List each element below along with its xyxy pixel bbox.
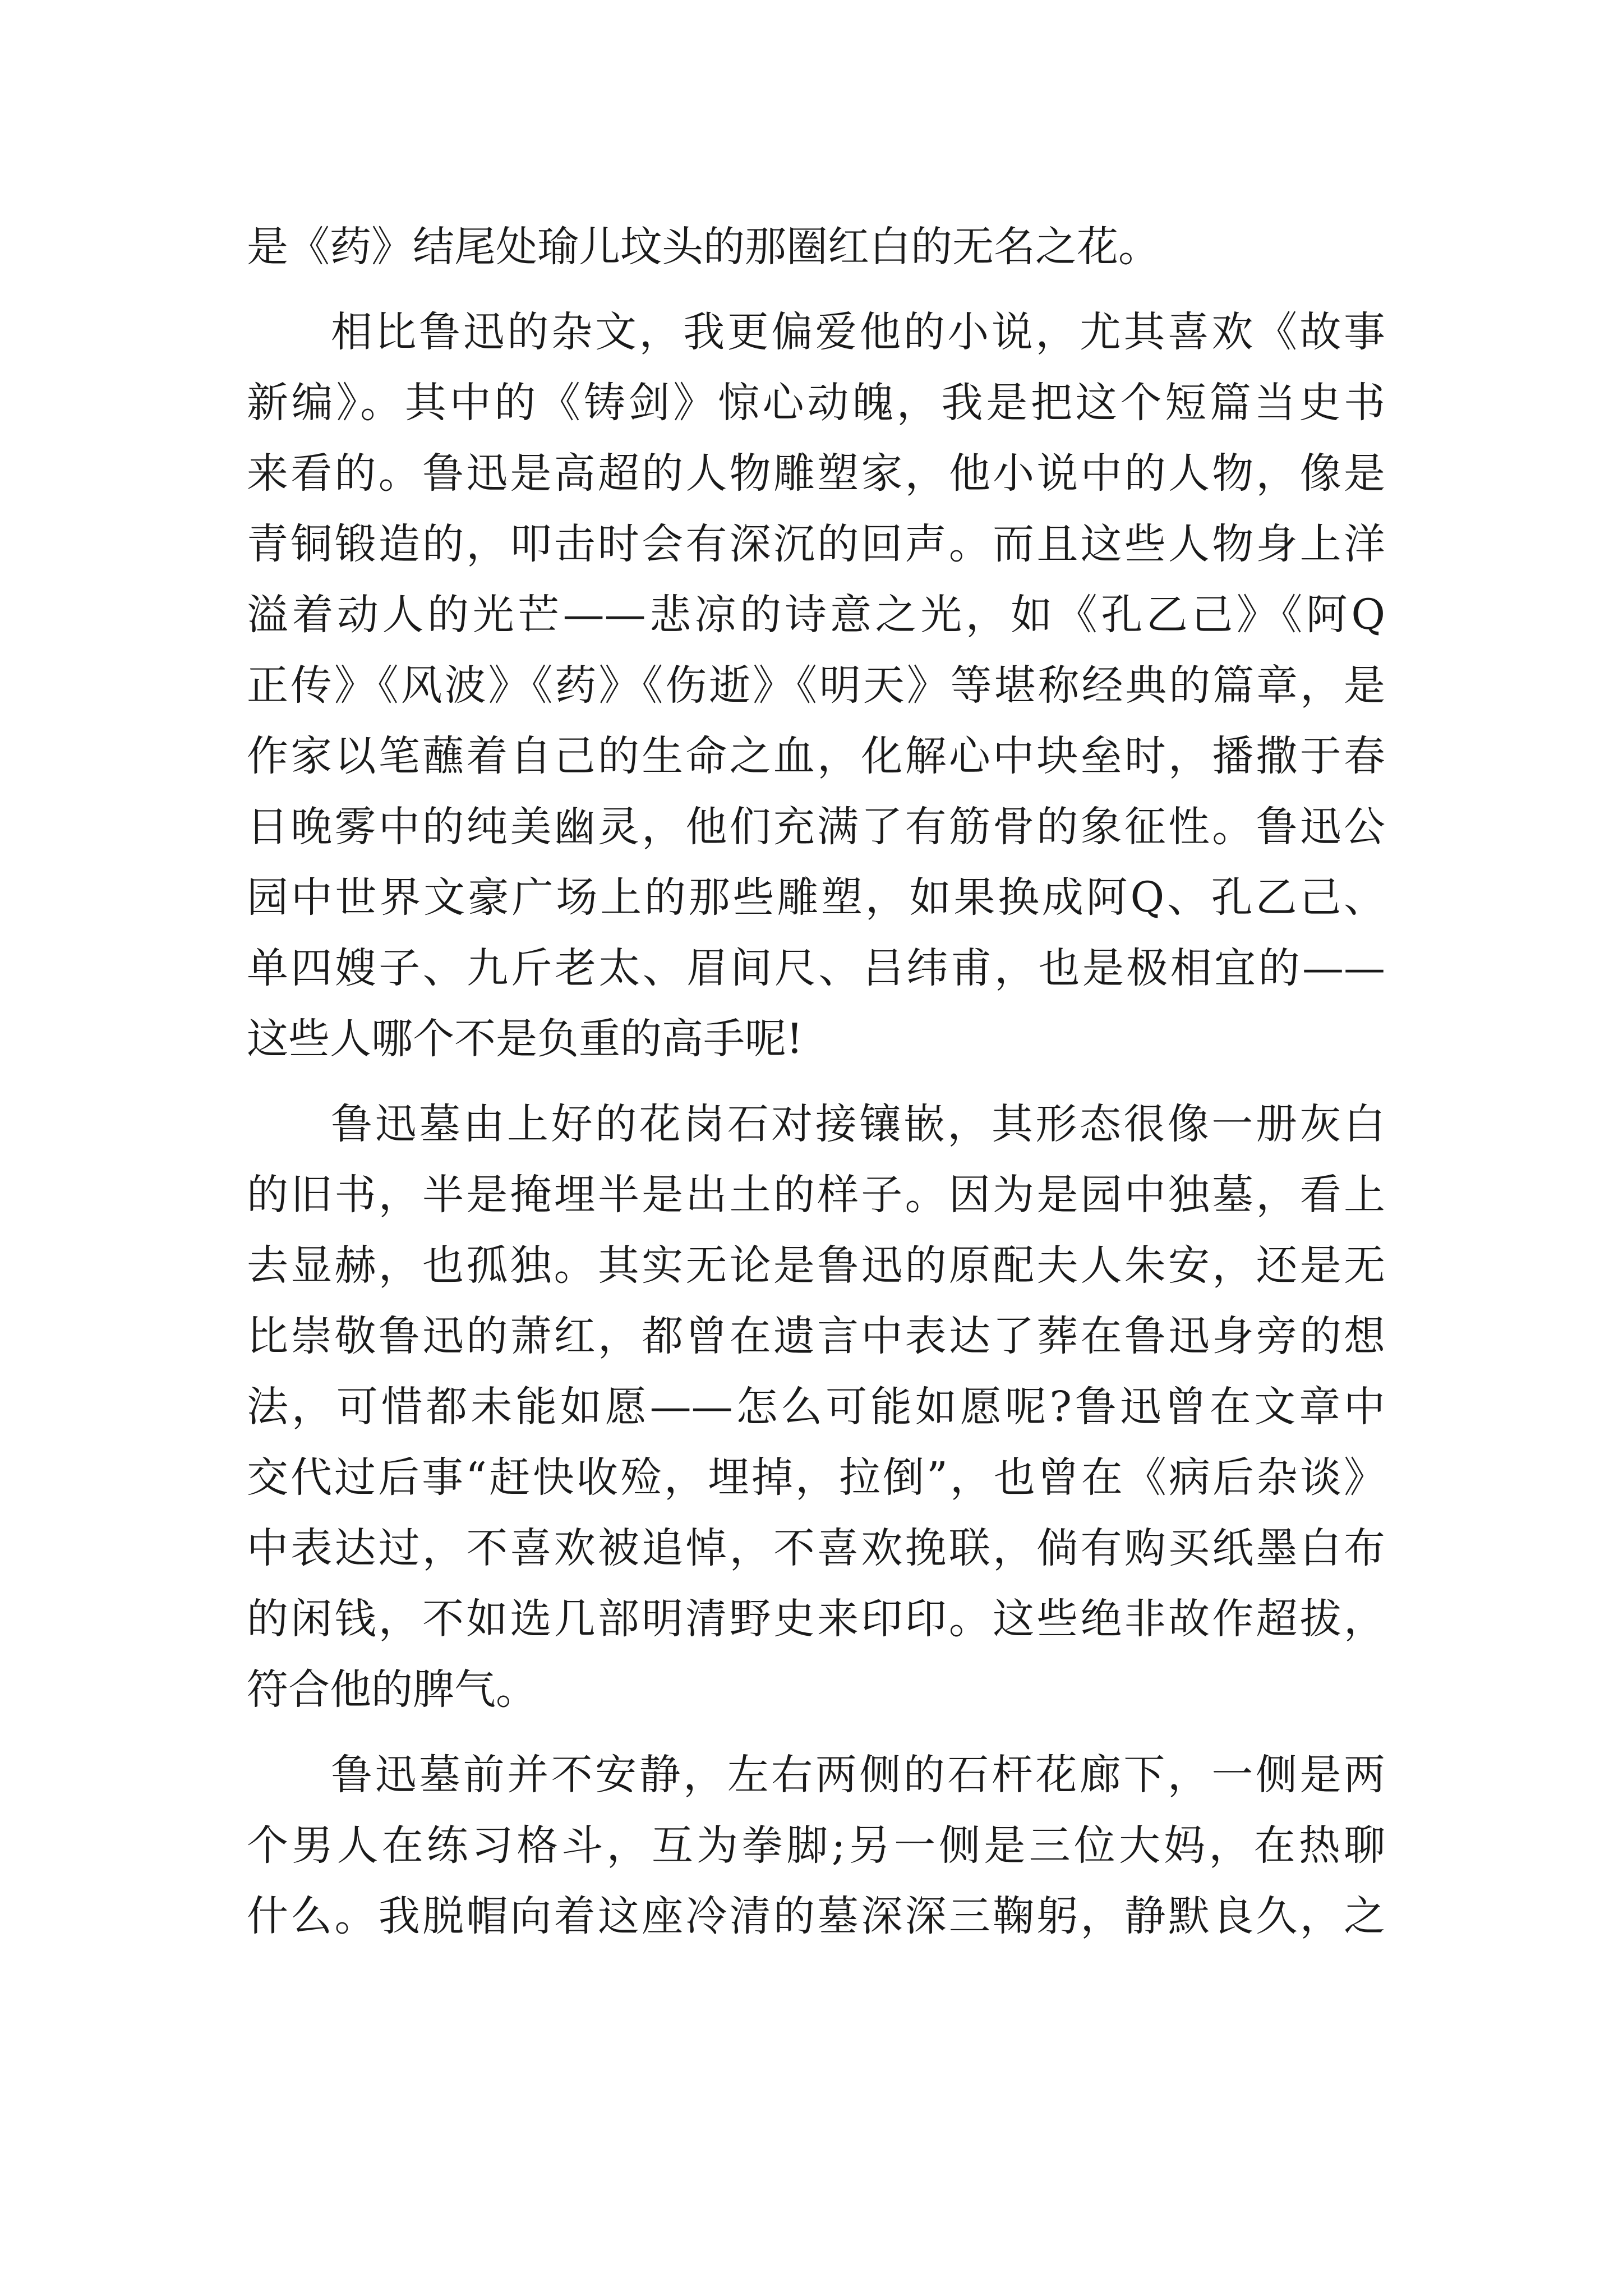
text-line: 正传》《风波》《药》《伤逝》《明天》等堪称经典的篇章，是 [247, 661, 1385, 710]
text-line: 去显赫，也孤独。其实无论是鲁迅的原配夫人朱安，还是无 [247, 1241, 1385, 1290]
text-line: 的闲钱，不如选几部明清野史来印印。这些绝非故作超拔， [247, 1595, 1385, 1643]
text-line: 单四嫂子、九斤老太、眉间尺、吕纬甫，也是极相宜的—— [247, 944, 1385, 992]
text-line: 中表达过，不喜欢被追悼，不喜欢挽联，倘有购买纸墨白布 [247, 1524, 1385, 1572]
text-line: 鲁迅墓前并不安静，左右两侧的石杆花廊下，一侧是两 [331, 1751, 1385, 1799]
text-line: 日晚雾中的纯美幽灵，他们充满了有筋骨的象征性。鲁迅公 [247, 803, 1385, 851]
text-line: 个男人在练习格斗，互为拳脚;另一侧是三位大妈，在热聊 [247, 1821, 1385, 1870]
text-line: 相比鲁迅的杂文，我更偏爱他的小说，尤其喜欢《故事 [331, 308, 1385, 356]
text-line: 法，可惜都未能如愿——怎么可能如愿呢?鲁迅曾在文章中 [247, 1383, 1385, 1431]
text-line: 新编》。其中的《铸剑》惊心动魄，我是把这个短篇当史书 [247, 379, 1385, 427]
text-line: 作家以笔蘸着自己的生命之血，化解心中块垒时，播撒于春 [247, 732, 1385, 780]
text-line: 园中世界文豪广场上的那些雕塑，如果换成阿Q、孔乙己、 [247, 873, 1385, 922]
text-line: 这些人哪个不是负重的高手呢! [247, 1015, 803, 1063]
text-line: 什么。我脱帽向着这座冷清的墓深深三鞠躬，静默良久，之 [247, 1892, 1385, 1940]
text-line: 的旧书，半是掩埋半是出土的样子。因为是园中独墓，看上 [247, 1171, 1385, 1219]
text-line: 符合他的脾气。 [247, 1665, 537, 1714]
text-line: 交代过后事“赶快收殓，埋掉，拉倒”，也曾在《病后杂谈》 [247, 1453, 1385, 1502]
text-line: 青铜锻造的，叩击时会有深沉的回声。而且这些人物身上洋 [247, 520, 1385, 568]
text-line: 是《药》结尾处瑜儿坟头的那圈红白的无名之花。 [247, 223, 1160, 271]
text-line: 来看的。鲁迅是高超的人物雕塑家，他小说中的人物，像是 [247, 449, 1385, 498]
text-line: 鲁迅墓由上好的花岗石对接镶嵌，其形态很像一册灰白 [331, 1100, 1385, 1148]
text-line: 溢着动人的光芒——悲凉的诗意之光，如《孔乙己》《阿Q [247, 591, 1385, 639]
text-line: 比崇敬鲁迅的萧红，都曾在遗言中表达了葬在鲁迅身旁的想 [247, 1312, 1385, 1360]
